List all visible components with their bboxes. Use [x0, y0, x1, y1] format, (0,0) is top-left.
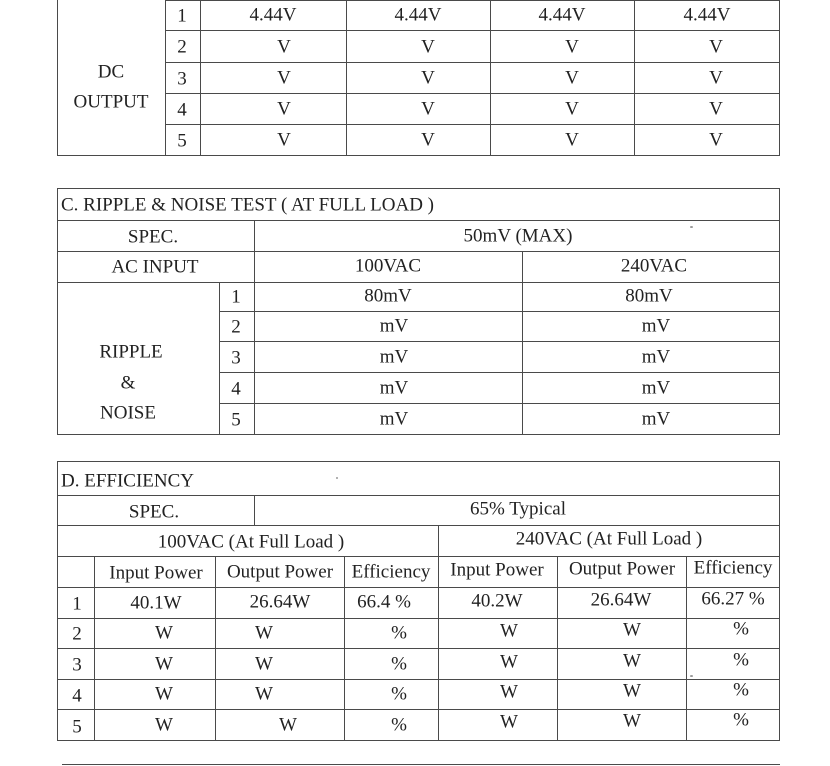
table-cell: W: [623, 710, 641, 732]
row-number: 4: [177, 99, 187, 121]
scan-speck: [336, 477, 338, 479]
table-cell: mV: [379, 346, 409, 368]
table-cell: V: [277, 67, 291, 89]
table-rule: [57, 709, 780, 710]
row-number: 3: [177, 68, 187, 90]
table-rule: [219, 403, 780, 404]
table-cell: 80mV: [625, 285, 673, 307]
group-header: 240VAC (At Full Load ): [515, 528, 703, 550]
table-cell: %: [733, 649, 749, 671]
table-cell: mV: [641, 315, 671, 337]
table-rule: [57, 461, 58, 741]
table-cell: W: [255, 622, 273, 644]
table-cell: V: [709, 98, 723, 120]
table-cell: W: [623, 680, 641, 702]
table-rule: [200, 0, 201, 156]
table-cell: V: [277, 36, 291, 58]
table-rule: [57, 220, 780, 221]
table-rule: [165, 93, 780, 94]
table-cell: V: [709, 36, 723, 58]
row-number: 1: [72, 593, 82, 615]
table-cell: W: [255, 653, 273, 675]
spec-label: SPEC.: [127, 226, 179, 248]
group-header: 100VAC (At Full Load ): [157, 531, 345, 553]
column-header: Output Power: [568, 558, 676, 580]
table-cell: %: [391, 714, 407, 736]
table-cell: 26.64W: [590, 589, 652, 611]
dc-output-label: DC: [97, 61, 125, 83]
table-rule: [57, 0, 58, 156]
table-rule: [344, 556, 345, 741]
table-cell: mV: [641, 377, 671, 399]
row-number: 3: [72, 654, 82, 676]
table-cell: %: [733, 709, 749, 731]
column-header: 100VAC: [354, 255, 422, 277]
table-cell: 40.2W: [471, 590, 523, 612]
row-number: 1: [231, 286, 241, 308]
table-rule: [57, 495, 780, 496]
table-cell: %: [391, 683, 407, 705]
row-number: 1: [177, 5, 187, 27]
table-rule: [490, 0, 491, 156]
table-cell: W: [623, 619, 641, 641]
row-number: 5: [177, 130, 187, 152]
section-title: C. RIPPLE & NOISE TEST ( AT FULL LOAD ): [61, 194, 434, 216]
table-rule: [57, 740, 780, 741]
table-cell: %: [391, 653, 407, 675]
row-number: 2: [72, 623, 82, 645]
table-cell: W: [500, 620, 518, 642]
table-rule: [57, 434, 780, 435]
table-cell: mV: [379, 377, 409, 399]
table-rule: [57, 648, 780, 649]
table-rule: [254, 495, 255, 526]
table-cell: mV: [641, 346, 671, 368]
table-rule: [438, 525, 439, 741]
scan-speck: [690, 226, 693, 228]
table-cell: V: [421, 36, 435, 58]
table-cell: V: [709, 67, 723, 89]
table-cell: 4.44V: [538, 4, 586, 26]
table-rule: [215, 556, 216, 741]
table-rule: [634, 0, 635, 156]
next-table-edge: [62, 764, 780, 765]
table-rule: [57, 618, 780, 619]
table-cell: V: [277, 98, 291, 120]
table-cell: W: [279, 714, 297, 736]
dc-output-label: OUTPUT: [73, 91, 149, 113]
table-rule: [219, 372, 780, 373]
table-cell: %: [733, 679, 749, 701]
table-rule: [165, 0, 780, 1]
table-cell: W: [500, 681, 518, 703]
row-number: 3: [231, 347, 241, 369]
table-rule: [219, 311, 780, 312]
table-rule: [57, 679, 780, 680]
table-cell: mV: [641, 408, 671, 430]
table-cell: V: [565, 98, 579, 120]
table-cell: W: [155, 622, 173, 644]
row-number: 5: [231, 409, 241, 431]
table-cell: mV: [379, 408, 409, 430]
table-rule: [219, 282, 220, 435]
table-cell: W: [155, 714, 173, 736]
row-number: 4: [231, 378, 241, 400]
row-number: 5: [72, 716, 82, 738]
table-rule: [254, 220, 255, 435]
ac-input-label: AC INPUT: [111, 256, 199, 278]
column-header: Input Power: [450, 559, 544, 581]
scan-speck: [690, 675, 693, 677]
table-cell: W: [500, 711, 518, 733]
table-cell: %: [391, 622, 407, 644]
table-cell: W: [623, 650, 641, 672]
table-rule: [165, 0, 166, 156]
table-cell: V: [565, 36, 579, 58]
row-number: 2: [177, 36, 187, 58]
table-rule: [165, 30, 780, 31]
table-rule: [219, 341, 780, 342]
spec-label: SPEC.: [128, 501, 180, 523]
column-header: Input Power: [109, 562, 203, 584]
ripple-noise-label: NOISE: [100, 402, 156, 424]
table-rule: [57, 282, 780, 283]
table-cell: V: [709, 129, 723, 151]
table-cell: 26.64W: [249, 591, 311, 613]
table-cell: V: [421, 129, 435, 151]
table-rule: [779, 188, 780, 435]
table-rule: [779, 461, 780, 741]
table-cell: V: [277, 129, 291, 151]
table-rule: [165, 62, 780, 63]
spec-value: 65% Typical: [470, 498, 566, 520]
spec-value: 50mV (MAX): [463, 225, 573, 247]
column-header: Efficiency: [693, 557, 773, 579]
table-rule: [779, 0, 780, 156]
table-cell: W: [155, 683, 173, 705]
table-cell: W: [155, 653, 173, 675]
table-cell: %: [733, 618, 749, 640]
table-cell: V: [421, 98, 435, 120]
table-cell: W: [500, 651, 518, 673]
column-header: Efficiency: [351, 561, 431, 583]
table-rule: [57, 556, 780, 557]
table-rule: [57, 461, 780, 462]
row-number: 4: [72, 685, 82, 707]
table-rule: [57, 587, 780, 588]
table-cell: 4.44V: [394, 4, 442, 26]
table-cell: 66.27 %: [701, 588, 765, 610]
table-cell: W: [255, 683, 273, 705]
table-cell: 4.44V: [683, 4, 731, 26]
table-rule: [557, 556, 558, 741]
table-rule: [57, 251, 780, 252]
table-cell: 40.1W: [130, 592, 182, 614]
ripple-noise-label: &: [120, 372, 136, 394]
table-rule: [522, 251, 523, 435]
table-rule: [686, 556, 687, 741]
table-rule: [94, 556, 95, 741]
ripple-noise-label: RIPPLE: [99, 341, 163, 363]
row-number: 2: [231, 316, 241, 338]
column-header: 240VAC: [620, 255, 688, 277]
table-cell: 80mV: [364, 285, 412, 307]
table-cell: V: [565, 129, 579, 151]
section-title: D. EFFICIENCY: [61, 470, 195, 492]
table-rule: [57, 525, 780, 526]
column-header: Output Power: [226, 561, 334, 583]
table-cell: 66.4 %: [357, 591, 411, 613]
table-rule: [57, 188, 780, 189]
table-rule: [346, 0, 347, 156]
table-cell: V: [421, 67, 435, 89]
table-cell: 4.44V: [249, 4, 297, 26]
table-cell: mV: [379, 315, 409, 337]
table-rule: [165, 124, 780, 125]
table-cell: V: [565, 67, 579, 89]
table-rule: [57, 188, 58, 435]
